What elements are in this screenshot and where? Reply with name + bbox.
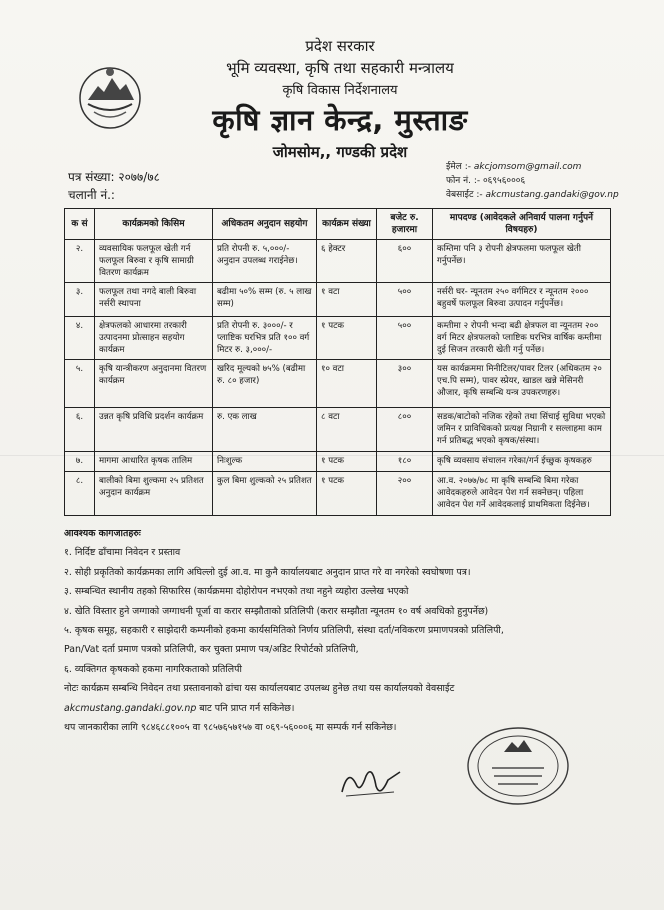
col-header-budget: बजेट रु. हजारमा	[377, 209, 433, 240]
header-directorate: कृषि विकास निर्देशनालय	[282, 83, 398, 98]
phone-label: फोन नं. :-	[446, 176, 481, 186]
cell-criteria: कम्तीमा २ रोपनी भन्दा बढी क्षेत्रफल वा न्यूनतम २०० वर्ग मिटर क्षेत्रफलको प्लाष्टिक घरभित्र वार्षिक कम्तीमा दुई सिजन तरकारी खेती गर्नु पर्नेछ।	[433, 317, 611, 360]
cell-criteria: कम्तिमा पनि ३ रोपनी क्षेत्रफलमा फलफूल खेती गर्नुपर्नेछ।	[433, 240, 611, 283]
cell-grant: प्रति रोपनी रु. ३०००/- र प्लाष्टिक घरभित्र प्रति १०० वर्ग मिटर रु. ३,०००/-	[213, 317, 317, 360]
cell-count: ६ हेक्टर	[317, 240, 377, 283]
cell-count: १ वटा	[317, 283, 377, 317]
cell-grant: प्रति रोपनी रु. ५,०००/- अनुदान उपलब्ध गराईनेछ।	[213, 240, 317, 283]
email-line	[446, 160, 619, 174]
table-row	[65, 317, 611, 360]
cell-budget: ८००	[377, 408, 433, 452]
letter-meta	[68, 168, 160, 204]
note-end: बाट पनि प्राप्त गर्न सकिनेछ।	[199, 702, 295, 714]
col-header-criteria: मापदण्ड (आवेदकले अनिवार्य पालना गर्नुपर्ने विषयहरु)	[433, 209, 611, 240]
table-row	[65, 408, 611, 452]
required-documents	[64, 524, 624, 737]
cell-budget: ५००	[377, 283, 433, 317]
header-ministry: भूमि व्यवस्था, कृषि तथा सहकारी मन्त्रालय	[226, 59, 454, 77]
signature-mark	[336, 762, 406, 802]
table-row	[65, 472, 611, 516]
office-location: जोमसोम,, गण्डकी प्रदेश	[272, 143, 408, 161]
cell-criteria: यस कार्यक्रममा मिनीटिलर/पावर टिलर (अधिकतम २० एच.पि सम्म), पावर स्प्रेयर, खाडल खन्ने मेसिनरी औजार, कृषि सम्बन्धि यन्त्र उपकरणहरु।	[433, 360, 611, 408]
cell-type: उन्नत कृषि प्रविधि प्रदर्शन कार्यक्रम	[95, 408, 213, 452]
cell-type: कृषि यान्त्रीकरण अनुदानमा वितरण कार्यक्रम	[95, 360, 213, 408]
office-seal-stamp	[462, 722, 572, 808]
cell-grant: खरिद मूल्यको ७५% (बढीमा रु. ८० हजार)	[213, 360, 317, 408]
office-name: कृषि ज्ञान केन्द्र, मुस्ताङ	[212, 103, 468, 137]
letter-number-label: पत्र संख्या:	[68, 170, 115, 184]
dispatch-number	[68, 186, 160, 204]
cell-sn: ५.	[65, 360, 95, 408]
email-value: akcjomsom@gmail.com	[473, 162, 582, 172]
table-row	[65, 283, 611, 317]
document-item: २. सोही प्रकृतिको कार्यक्रमका लागि अघिल्लो दुई आ.व. मा कुनै कार्यालयबाट अनुदान प्राप्त गरे वा नगरेको स्वघोषणा पत्र।	[64, 566, 471, 578]
cell-grant: बढीमा ५०% सम्म (रु. ५ लाख सम्म)	[213, 283, 317, 317]
note-url: akcmustang.gandaki.gov.np	[64, 702, 197, 714]
document-item: १. निर्दिष्ट ढाँचामा निवेदन र प्रस्ताव	[64, 547, 181, 559]
website-label: वेबसाईट :-	[446, 190, 483, 200]
cell-type: व्यवसायिक फलफूल खेती गर्न फलफूल बिरुवा र कृषि सामाग्री वितरण कार्यक्रम	[95, 240, 213, 283]
table-row	[65, 452, 611, 472]
cell-sn: ३.	[65, 283, 95, 317]
document-item: Pan/Vat दर्ता प्रमाण पत्रको प्रतिलिपी, कर चुक्ता प्रमाण पत्र/अडिट रिपोर्टको प्रतिलिपी,	[64, 644, 359, 656]
cell-type: मागमा आधारित कृषक तालिम	[95, 452, 213, 472]
cell-budget: १८०	[377, 452, 433, 472]
cell-count: १ पटक	[317, 317, 377, 360]
cell-type: बालीको बिमा शुल्कमा २५ प्रतिशत अनुदान कार्यक्रम	[95, 472, 213, 516]
table-row	[65, 360, 611, 408]
cell-count: १ पटक	[317, 452, 377, 472]
cell-budget: ६००	[377, 240, 433, 283]
government-emblem-icon	[74, 60, 146, 132]
cell-sn: २.	[65, 240, 95, 283]
contact-text: थप जानकारीका लागि ९८४६८८१००५ वा ९८५७६५७१५७ वा ०६९-५६०००६ मा सम्पर्क गर्न सकिनेछ।	[64, 722, 397, 734]
cell-budget: २००	[377, 472, 433, 516]
cell-sn: ७.	[65, 452, 95, 472]
email-label: ईमेल :-	[446, 162, 472, 172]
cell-budget: ३००	[377, 360, 433, 408]
cell-criteria: नर्सरी घर- न्यूनतम २५० वर्गमिटर र न्यूनतम २००० बहुवर्षे फलफूल बिरुवा उत्पादन गर्नुपर्नेछ।	[433, 283, 611, 317]
letter-number-value: २०७७/७८	[118, 170, 160, 184]
cell-type: क्षेत्रफलको आधारमा तरकारी उत्पादनमा प्रोत्साहन सहयोग कार्यक्रम	[95, 317, 213, 360]
cell-grant: निःशुल्क	[213, 452, 317, 472]
cell-criteria: आ.व. २०७७/७८ मा कृषि सम्बन्धि बिमा गरेका आवेदकहरुले आवेदन पेश गर्न सक्नेछन्। पहिला आवेदन पेश गर्ने आवेदकलाई प्राथमिकता दिईनेछ।	[433, 472, 611, 516]
contact-meta	[446, 160, 619, 202]
website-value: akcmustang.gandaki@gov.np	[485, 190, 619, 200]
table-row	[65, 240, 611, 283]
program-table	[64, 208, 611, 516]
cell-sn: ८.	[65, 472, 95, 516]
document-item: ६. व्यक्तिगत कृषकको हकमा नागरिकताको प्रतिलिपी	[64, 663, 242, 675]
dispatch-number-label: चलानी नं.:	[68, 188, 115, 202]
col-header-type: कार्यक्रमको किसिम	[95, 209, 213, 240]
col-header-grant: अधिकतम अनुदान सहयोग	[213, 209, 317, 240]
cell-count: १ पटक	[317, 472, 377, 516]
header-province: प्रदेश सरकार	[305, 37, 375, 55]
note-url-line	[64, 699, 624, 718]
document-item: ४. खेति विस्तार हुने जग्गाको जग्गाधनी पूर्जा वा करार सम्झौताको प्रतिलिपी (करार सम्झौता न्यूनतम १० वर्ष अवधिको हुनुपर्नेछ)	[64, 605, 489, 617]
cell-count: ८ वटा	[317, 408, 377, 452]
document-item: ५. कृषक समूह, सहकारी र साझेदारी कम्पनीको हकमा कार्यसमितिको निर्णय प्रतिलिपी, संस्था दर्ता/नविकरण प्रमाणपत्रको प्रतिलिपी,	[64, 625, 504, 637]
website-line	[446, 188, 619, 202]
note-text: नोटः कार्यक्रम सम्बन्धि निवेदन तथा प्रस्तावनाको ढांचा यस कार्यालयबाट उपलब्ध हुनेछ तथा यस कार्यालयको वेवसाईट	[64, 683, 455, 695]
documents-heading: आवश्यक कागजातहरुः	[64, 528, 141, 539]
cell-sn: ४.	[65, 317, 95, 360]
table-header-row	[65, 209, 611, 240]
letter-number	[68, 168, 160, 186]
cell-criteria: सडक/बाटोको नजिक रहेको तथा सिंचाई सुविधा भएको जमिन र प्राविधिकको प्रत्यक्ष निग्रानी र सल्लाहमा काम गर्न प्रतिबद्ध भएको कृषक/संस्था।	[433, 408, 611, 452]
document-item: ३. सम्बन्धित स्थानीय तहको सिफारिस (कार्यक्रममा दोहोरोपन नभएको तथा नहुने व्यहोरा उल्लेख भएको	[64, 586, 409, 598]
col-header-count: कार्यक्रम संख्या	[317, 209, 377, 240]
phone-line	[446, 174, 619, 188]
cell-count: १० वटा	[317, 360, 377, 408]
cell-grant: रु. एक लाख	[213, 408, 317, 452]
cell-budget: ५००	[377, 317, 433, 360]
col-header-sn: क सं	[65, 209, 95, 240]
phone-value: ०६९५६०००६	[483, 176, 526, 186]
cell-criteria: कृषि व्यवसाय संचालन गरेका/गर्न ईच्छुक कृषकहरु	[433, 452, 611, 472]
cell-grant: कुल बिमा शुल्कको २५ प्रतिशत	[213, 472, 317, 516]
cell-type: फलफूल तथा नगदे बाली बिरुवा नर्सरी स्थापना	[95, 283, 213, 317]
cell-sn: ६.	[65, 408, 95, 452]
